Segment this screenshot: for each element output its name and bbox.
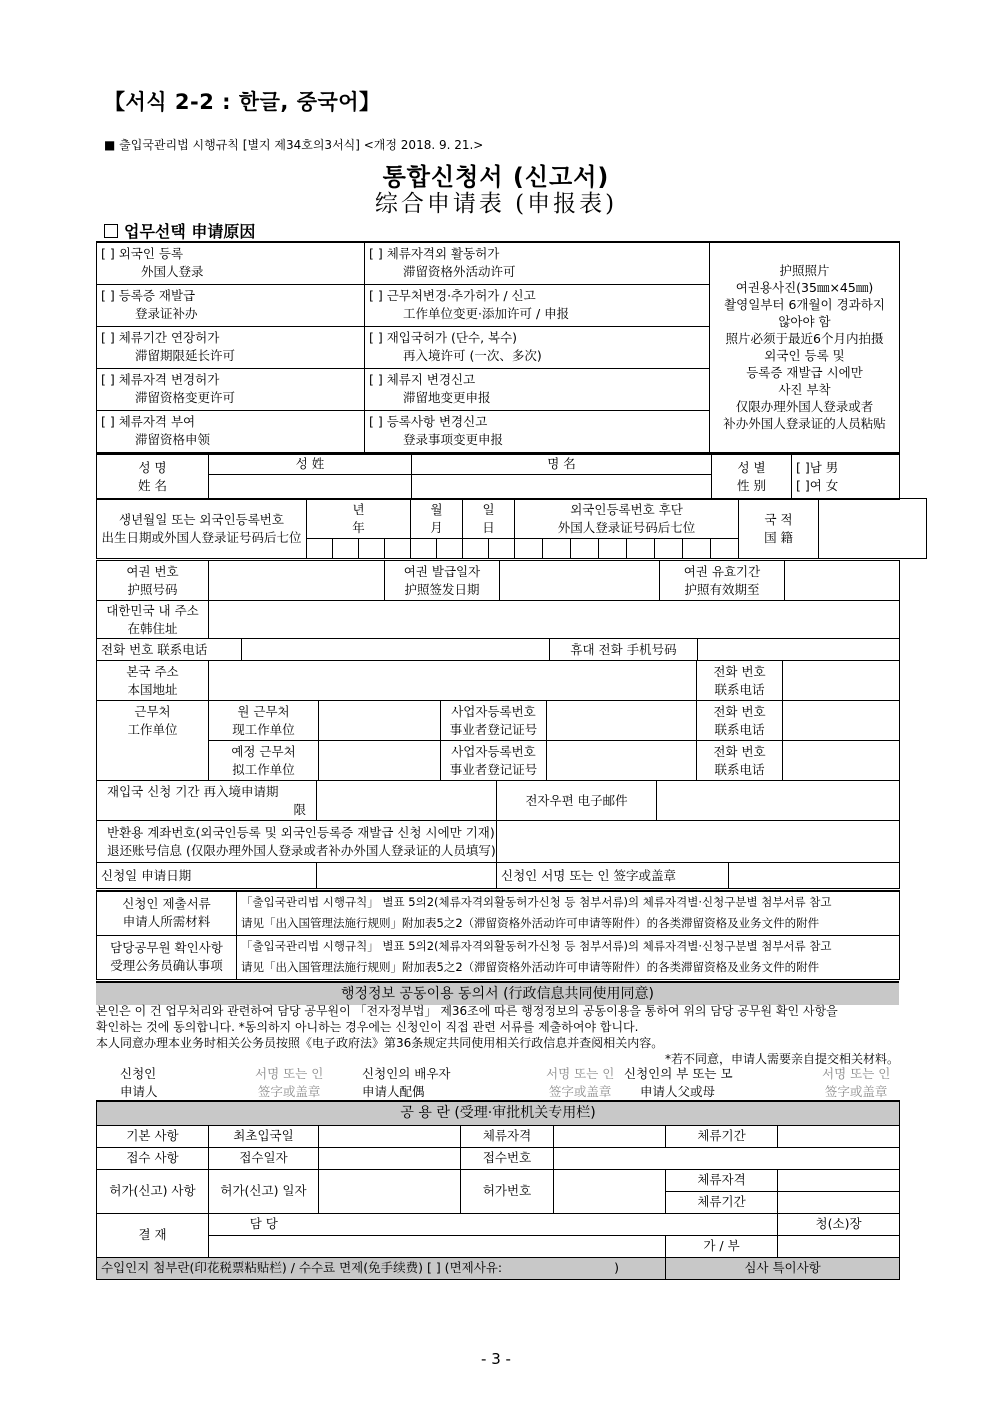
permit-status-label: 체류자격: [666, 1169, 778, 1191]
checkbox-icon: [104, 224, 118, 238]
consent-spouse-label: 신청인의 배우자 申请人配偶: [362, 1066, 451, 1099]
option-reentry-permit[interactable]: [ ] 재입국허가 (단수, 복수) 再入境许可 (一次、多次): [365, 326, 710, 368]
digit-cell[interactable]: [543, 539, 571, 559]
approval-label: 결 재: [97, 1213, 209, 1257]
home-address-label: 본국 주소 本国地址: [97, 661, 209, 701]
digit-cell[interactable]: [333, 539, 359, 559]
option-extra-activity[interactable]: [ ] 체류자격외 활동허가 滞留资格外活动许可: [365, 242, 710, 284]
year-label: 년 年: [307, 499, 411, 539]
email-field[interactable]: [657, 781, 900, 821]
consent-applicant-sign[interactable]: 서명 또는 인 签字或盖章: [255, 1066, 324, 1099]
passport-number-label: 여권 번호 护照号码: [97, 561, 209, 601]
digit-cell[interactable]: [627, 539, 655, 559]
first-entry-label: 최초입국일: [209, 1125, 319, 1147]
refund-account-field[interactable]: [497, 821, 900, 863]
digit-cell[interactable]: [711, 539, 739, 559]
planned-workplace-field[interactable]: [319, 741, 441, 781]
digit-cell[interactable]: [307, 539, 333, 559]
biz-number-label-2: 사업자등록번호 事业者登记证号: [441, 741, 547, 781]
digit-cell[interactable]: [437, 539, 463, 559]
option-workplace-change[interactable]: [ ] 근무처변경·추가허가 / 신고 工作单位变更·添加许可 / 申报: [365, 284, 710, 326]
consent-parent-label: 신청인의 부 또는 모 申请人父或母: [624, 1066, 733, 1099]
chief-label: 청(소)장: [778, 1213, 900, 1235]
documents-table: [96, 890, 900, 980]
permit-number-field[interactable]: [554, 1169, 666, 1213]
planned-workplace-label: 예정 근무처 拟工作单位: [209, 741, 319, 781]
option-status-grant[interactable]: [ ] 체류자격 부여 滞留资格申领: [97, 410, 365, 452]
task-selection-table: [96, 241, 900, 453]
digit-cell[interactable]: [463, 539, 489, 559]
given-name-field[interactable]: [412, 474, 712, 499]
verify-docs-label: 담당공무원 확인사항 受理公务员确认事项: [97, 935, 237, 979]
biz-number-field-2[interactable]: [547, 741, 697, 781]
permit-period-field[interactable]: [778, 1191, 900, 1213]
receipt-number-field[interactable]: [554, 1147, 900, 1169]
biz-number-field[interactable]: [547, 701, 697, 741]
office-period-label: 체류기간: [666, 1125, 778, 1147]
office-period-field[interactable]: [778, 1125, 900, 1147]
digit-cell[interactable]: [599, 539, 627, 559]
receipt-number-label: 접수번호: [461, 1147, 554, 1169]
application-date-field[interactable]: [317, 863, 497, 889]
reentry-period-field[interactable]: [317, 781, 497, 821]
regno-label: 외국인등록번호 후단 外国人登录证号码后七位: [515, 499, 739, 539]
form-number-title: 【서식 2-2 : 한글, 중국어】: [104, 90, 381, 114]
chief-field[interactable]: [778, 1235, 900, 1257]
refund-account-label: 반환용 계좌번호(외국인등록 및 외국인등록증 재발급 신청 시에만 기재) 退还账号信息 (仅限办理外国人登录或者补办外国人登录证的人员填写): [97, 821, 497, 863]
option-status-change[interactable]: [ ] 체류자격 변경허가 滞留资格变更许可: [97, 368, 365, 410]
permit-date-label: 허가(신고) 일자: [209, 1169, 319, 1213]
option-stay-extension[interactable]: [ ] 체류기간 연장허가 滞留期限延长许可: [97, 326, 365, 368]
digit-cell[interactable]: [411, 539, 437, 559]
office-status-label: 체류자격: [461, 1125, 554, 1147]
passport-issue-label: 여권 발급일자 护照签发日期: [385, 561, 500, 601]
receipt-date-label: 접수일자: [209, 1147, 319, 1169]
digit-cell[interactable]: [359, 539, 385, 559]
mobile-field[interactable]: [698, 639, 900, 661]
in-charge-label: 담 당: [209, 1213, 319, 1235]
work-phone-label: 전화 번호 联系电话: [697, 701, 783, 741]
approve-reject-label[interactable]: 가 / 부: [666, 1235, 778, 1257]
phone-label: 전화 번호 联系电话: [97, 639, 242, 661]
office-use-title: 공 용 란 (受理·审批机关专用栏): [97, 1101, 900, 1125]
submit-docs-text: 「출입국관리법 시행규칙」 별표 5의2(체류자격외활동허가신청 등 첨부서류)의 체류자격별·신청구분별 첨부서류 참고 请见「出入国管理法施行规则」附加表5之2（滞留资格外活动许可申请等附件）的各类滞留资格及业务文件的附件: [237, 891, 900, 935]
date-signature-table: [96, 862, 900, 889]
work-phone-field[interactable]: [783, 701, 900, 741]
consent-applicant-label: 신청인 申请人: [120, 1066, 158, 1099]
option-registration-change[interactable]: [ ] 등록사항 변경신고 登录事项变更申报: [365, 410, 710, 452]
given-name-label: 명 名: [412, 454, 712, 474]
option-alien-registration[interactable]: [ ] 외국인 등록 外国人登录: [97, 242, 365, 284]
page-number: - 3 -: [481, 1350, 511, 1368]
consent-parent-sign[interactable]: 서명 또는 인 签字或盖章: [822, 1066, 891, 1099]
regulation-reference: ■ 출입국관리법 시행규칙 [별지 제34호의3서식] <개정 2018. 9. 21.>: [104, 138, 484, 152]
office-use-table: [96, 1100, 900, 1280]
home-phone-label: 전화 번호 联系电话: [697, 661, 783, 701]
passport-table: [96, 560, 900, 639]
passport-issue-field[interactable]: [500, 561, 660, 601]
digit-cell[interactable]: [489, 539, 515, 559]
application-date-label: 신청일 申请日期: [97, 863, 317, 889]
special-notes-label: 심사 특이사항: [666, 1257, 900, 1279]
permit-period-label: 체류기간: [666, 1191, 778, 1213]
basic-info-label: 기본 사항: [97, 1125, 209, 1147]
passport-expiry-field[interactable]: [785, 561, 900, 601]
receipt-info-label: 접수 사항: [97, 1147, 209, 1169]
reentry-table: [96, 780, 900, 863]
reentry-period-label: 재입국 신청 기간 再入境申请期 限: [97, 781, 317, 821]
submit-docs-label: 신청인 제출서류 申请人所需材料: [97, 891, 237, 935]
permit-status-field[interactable]: [778, 1169, 900, 1191]
photo-area: 护照照片 여권용사진(35㎜×45㎜) 촬영일부터 6개월이 경과하지 않아야 함 照片必须于最近6个月内拍摄 외국인 등록 및 등록증 재발급 시에만 사진 부착 仅限办理外国人登录或者 补办外国人登录证的人员粘贴: [710, 242, 900, 452]
mobile-label: 휴대 전화 手机号码: [550, 639, 698, 661]
korea-address-field[interactable]: [209, 601, 900, 639]
digit-cell[interactable]: [571, 539, 599, 559]
permit-date-field[interactable]: [319, 1169, 461, 1213]
nationality-label: 국 적 国 籍: [739, 499, 819, 559]
home-phone-field[interactable]: [783, 661, 900, 701]
name-table: [96, 453, 900, 500]
korea-address-label: 대한민국 내 주소 在韩住址: [97, 601, 209, 639]
consent-spouse-sign[interactable]: 서명 또는 인 签字或盖章: [546, 1066, 615, 1099]
digit-cell[interactable]: [515, 539, 543, 559]
signature-field[interactable]: [729, 863, 900, 889]
title-korean: 통합신청서 (신고서): [382, 163, 610, 191]
email-label: 전자우편 电子邮件: [497, 781, 657, 821]
in-charge-field[interactable]: [209, 1235, 666, 1257]
name-label: 성 명 姓 名: [97, 454, 209, 499]
passport-expiry-label: 여권 유효기간 护照有效期至: [660, 561, 785, 601]
home-address-field[interactable]: [209, 661, 697, 701]
digit-cell[interactable]: [655, 539, 683, 559]
permit-info-label: 허가(신고) 사항: [97, 1169, 209, 1213]
digit-cell[interactable]: [683, 539, 711, 559]
consent-text-2: 확인하는 것에 동의합니다. *동의하지 아니하는 경우에는 신청인이 직접 관련 서류를 제출하여야 합니다.: [96, 1020, 639, 1034]
current-workplace-field[interactable]: [319, 701, 441, 741]
current-workplace-label: 원 근무처 现工作单位: [209, 701, 319, 741]
stamp-fee-row: 수입인지 첨부란(印花税票粘贴栏) / 수수료 면제(免手续费) [ ] (면제사유: ): [97, 1257, 666, 1279]
workplace-label: 근무처 工作单位: [97, 701, 209, 781]
sex-options[interactable]: [ ]남 男 [ ]여 女: [792, 454, 900, 499]
permit-number-label: 허가번호: [461, 1169, 554, 1213]
passport-number-field[interactable]: [209, 561, 385, 601]
signature-label: 신청인 서명 또는 인 签字或盖章: [497, 863, 729, 889]
consent-title: 행정정보 공동이용 동의서 (行政信息共同使用同意): [96, 981, 899, 1005]
surname-label: 성 姓: [209, 454, 412, 474]
phone-table: [96, 638, 900, 661]
first-entry-field[interactable]: [319, 1125, 461, 1147]
consent-text-4: *若不同意，申请人需要亲自提交相关材料。: [664, 1052, 899, 1066]
option-card-reissue[interactable]: [ ] 등록증 재발급 登录证补办: [97, 284, 365, 326]
biz-number-label: 사업자등록번호 事业者登记证号: [441, 701, 547, 741]
title-chinese: 综合申请表 (申报表): [374, 191, 618, 217]
receipt-date-field[interactable]: [319, 1147, 461, 1169]
office-status-field[interactable]: [554, 1125, 666, 1147]
planned-phone-label: 전화 번호 联系电话: [697, 741, 783, 781]
surname-field[interactable]: [209, 474, 412, 499]
birth-table: [96, 498, 927, 559]
planned-phone-field[interactable]: [783, 741, 900, 781]
section-task-select: 업무선택 申请原因: [104, 219, 255, 242]
nationality-field[interactable]: [819, 499, 927, 559]
dob-label: 생년월일 또는 외국인등록번호 出生日期或外国人登录证号码后七位: [97, 499, 307, 559]
month-label: 월 月: [411, 499, 463, 539]
consent-text-1: 본인은 이 건 업무처리와 관련하여 담당 공무원이 「전자정부법」 제36조에 따른 행정정보의 공동이용을 통하여 위의 담당 공무원 확인 사항을: [96, 1004, 838, 1018]
home-work-table: [96, 660, 900, 781]
day-label: 일 日: [463, 499, 515, 539]
consent-text-3: 本人同意办理本业务时相关公务员按照《电子政府法》第36条规定共同使用相关行政信息并查阅相关内容。: [96, 1036, 664, 1050]
digit-cell[interactable]: [385, 539, 411, 559]
sex-label: 성 별 性 别: [712, 454, 792, 499]
option-residence-change[interactable]: [ ] 체류지 변경신고 滞留地变更申报: [365, 368, 710, 410]
verify-docs-text: 「출입국관리법 시행규칙」 별표 5의2(체류자격외활동허가신청 등 첨부서류)의 체류자격별·신청구분별 첨부서류 참고 请见「出入国管理法施行规则」附加表5之2（滞留资格外活动许可申请等附件）的各类滞留资格及业务文件的附件: [237, 935, 900, 979]
phone-field[interactable]: [242, 639, 550, 661]
